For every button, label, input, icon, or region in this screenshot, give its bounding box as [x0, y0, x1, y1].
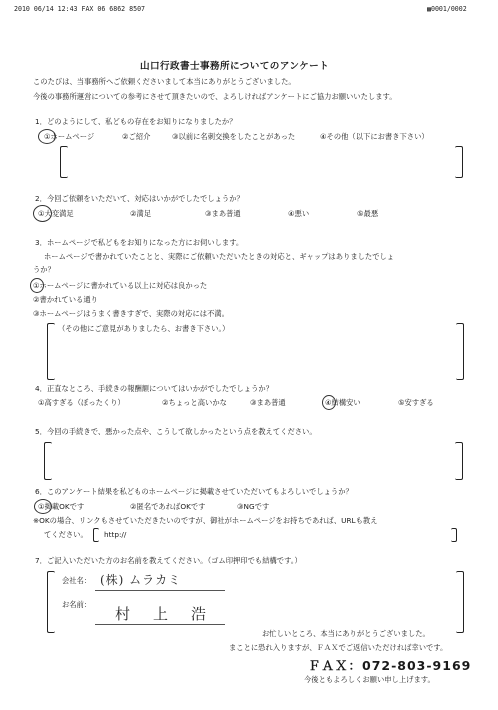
q1-option-2[interactable]: ②ご紹介 [122, 132, 151, 141]
q5-bracket-left [44, 442, 52, 480]
q1-bracket-right [455, 146, 463, 178]
q4-option-2[interactable]: ②ちょっと高いかな [162, 398, 227, 407]
q2-option-2[interactable]: ②満足 [130, 209, 152, 218]
intro-line-1: このたびは、当事務所へご依頼くださいまして本当にありがとうございました。 [33, 77, 296, 86]
q3-subtext-2: うか？ [33, 265, 55, 274]
closing-thanks: お忙しいところ、本当にありがとうございました。 [262, 629, 430, 638]
q4-option-5[interactable]: ⑤安すぎる [398, 398, 434, 407]
q7-bracket-right [456, 571, 464, 633]
fax-header-left: 2010 06/14 12:43 FAX 06 6862 8507 [14, 5, 146, 13]
company-underline [95, 590, 225, 591]
q6-selected-circle [34, 499, 52, 514]
q2-option-3[interactable]: ③まあ普通 [205, 209, 241, 218]
q1-option-3[interactable]: ③以前に名刺交換をしたことがあった [172, 132, 296, 141]
q2-option-4[interactable]: ④悪い [288, 209, 310, 218]
q3-question: 3．ホームページで私どもをお知りになった方にお伺いします。 [35, 238, 244, 247]
q5-question: 5．今回の手続きで、悪かった点や、こうして欲しかったという点を教えてください。 [35, 427, 317, 436]
q3-option-3[interactable]: ③ホームページはうまく書きすぎで、実際の対応には不満。 [33, 309, 229, 318]
q3-option-2[interactable]: ②書かれている通り [33, 295, 98, 304]
q3-box-note: （その他にご意見がありましたら、お書き下さい。） [58, 324, 230, 333]
q6-url-bracket-right [451, 528, 457, 542]
q4-option-1[interactable]: ①高すぎる（ぼったくり） [38, 398, 125, 407]
company-value[interactable]: (株) ムラカミ [100, 573, 182, 587]
q6-url-field[interactable]: http:// [104, 530, 127, 539]
q6-note-2: てください。 [44, 530, 88, 539]
name-value[interactable]: 村 上 浩 [115, 605, 211, 623]
q1-option-4[interactable]: ④その他（以下にお書き下さい） [320, 132, 429, 141]
q6-option-3[interactable]: ③NGです [237, 502, 270, 511]
closing-fax-request: まことに恐れ入りますが、ＦＡＸでご返信いただければ幸いです。 [229, 643, 448, 652]
closing-regards: 今後ともよろしくお願い申し上げます。 [304, 675, 435, 684]
q6-question: 6．このアンケート結果を私どものホームページに掲載させていただいてもよろしいでしょうか？ [35, 487, 353, 496]
q2-selected-circle [33, 205, 52, 222]
name-underline [95, 624, 225, 625]
q4-question: 4．正直なところ、手続きの報酬額についてはいかがでしたでしょうか？ [35, 384, 273, 393]
q3-option-1[interactable]: ①ホームページに書かれている以上に対応は良かった [33, 281, 208, 290]
q2-option-5[interactable]: ⑤最悪 [357, 209, 379, 218]
q1-question: 1．どのようにして、私どもの存在をお知りになりましたか？ [35, 117, 237, 126]
q3-bracket-right [456, 323, 464, 380]
q3-bracket-left [47, 323, 55, 380]
q5-bracket-right [455, 442, 463, 480]
intro-line-2: 今後の事務所運営についての参考にさせて頂きたいので、よろしければアンケートにご協力お願いいたします。 [33, 92, 397, 101]
q4-selected-circle [322, 395, 336, 410]
q7-bracket-left [47, 571, 55, 633]
q1-selected-circle [38, 129, 56, 144]
document-title: 山口行政書士事務所についてのアンケート [140, 61, 330, 72]
q4-option-3[interactable]: ③まあ普通 [250, 398, 286, 407]
q6-option-2[interactable]: ②匿名であればOKです [130, 502, 206, 511]
q6-option-1[interactable]: ①掲載OKです [38, 502, 85, 511]
q4-option-4[interactable]: ④結構安い [325, 398, 361, 407]
q6-note-1: ※OKの場合、リンクもさせていただきたいのですが、御社がホームページをお持ちであれば、URLも教え [33, 516, 378, 525]
q2-option-1[interactable]: ①大変満足 [38, 209, 74, 218]
company-label: 会社名： [62, 576, 92, 585]
fax-number: ＦＡＸ：072-803-9169 [308, 658, 472, 673]
q6-url-bracket-left [93, 528, 99, 542]
fax-header-page: ▩0001/0002 [427, 5, 467, 13]
q1-bracket-left [60, 146, 68, 178]
q3-selected-circle [30, 278, 44, 293]
q2-question: 2．今回ご依頼をいただいて、対応はいかがでしたでしょうか？ [35, 194, 244, 203]
q3-subtext-1: ホームページで書かれていたことと、実際にご依頼いただいたときの対応と、ギャップはありましたでしょ [44, 252, 395, 261]
name-label: お名前： [62, 600, 92, 609]
q1-option-1[interactable]: ①ホームページ [44, 132, 95, 141]
q7-question: 7．ご記入いただいた方のお名前を教えてください。（ゴム印押印でも結構です。） [35, 556, 302, 565]
